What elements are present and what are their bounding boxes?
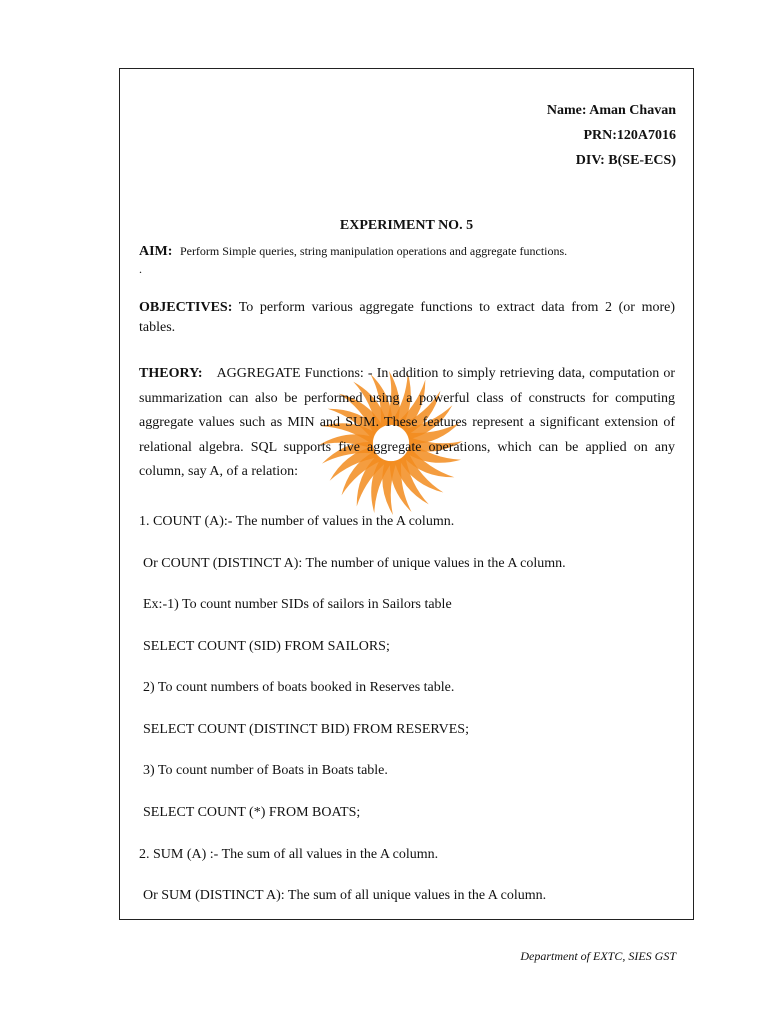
objectives-text: To perform various aggregate functions to extract data from 2 (or more) tables. <box>139 300 675 335</box>
student-name: Name: Aman Chavan <box>546 103 676 118</box>
theory-label: THEORY: <box>139 366 203 381</box>
count-definition: 1. COUNT (A):- The number of values in the A column. <box>139 514 455 529</box>
sum-distinct-definition: Or SUM (DISTINCT A): The sum of all unique values in the A column. <box>143 888 547 903</box>
aim-label: AIM: <box>139 244 173 259</box>
example-1-query: SELECT COUNT (SID) FROM SAILORS; <box>143 639 390 654</box>
example-1-description: Ex:-1) To count number SIDs of sailors in Sailors table <box>143 597 452 612</box>
example-3-description: 3) To count number of Boats in Boats table. <box>143 763 388 778</box>
page-footer: Department of EXTC, SIES GST <box>520 949 676 963</box>
objectives-paragraph <box>139 298 675 338</box>
aim-text: Perform Simple queries, string manipulation operations and aggregate functions. <box>179 244 568 258</box>
objectives-label: OBJECTIVES: <box>139 300 233 315</box>
student-division: DIV: B(SE-ECS) <box>575 153 676 168</box>
experiment-title: EXPERIMENT NO. 5 <box>339 218 474 233</box>
example-2-query: SELECT COUNT (DISTINCT BID) FROM RESERVES; <box>143 722 469 737</box>
theory-text: AGGREGATE Functions: - In addition to simply retrieving data, computation or summarization can also be performed using a powerful class of constructs for computing aggregate values such as MIN and SUM. These features represent a significant extension of relational algebra. SQL supports five aggregate operations, which can be applied on any column, say A, of a relation: <box>139 366 675 479</box>
aim-dot: . <box>139 262 142 276</box>
count-distinct-definition: Or COUNT (DISTINCT A): The number of unique values in the A column. <box>143 556 566 571</box>
student-prn: PRN:120A7016 <box>583 128 676 143</box>
example-2-description: 2) To count numbers of boats booked in Reserves table. <box>143 680 455 695</box>
aim-line <box>139 244 567 260</box>
example-3-query: SELECT COUNT (*) FROM BOATS; <box>143 805 361 820</box>
theory-paragraph <box>139 362 675 485</box>
sum-definition: 2. SUM (A) :- The sum of all values in the A column. <box>139 847 439 862</box>
